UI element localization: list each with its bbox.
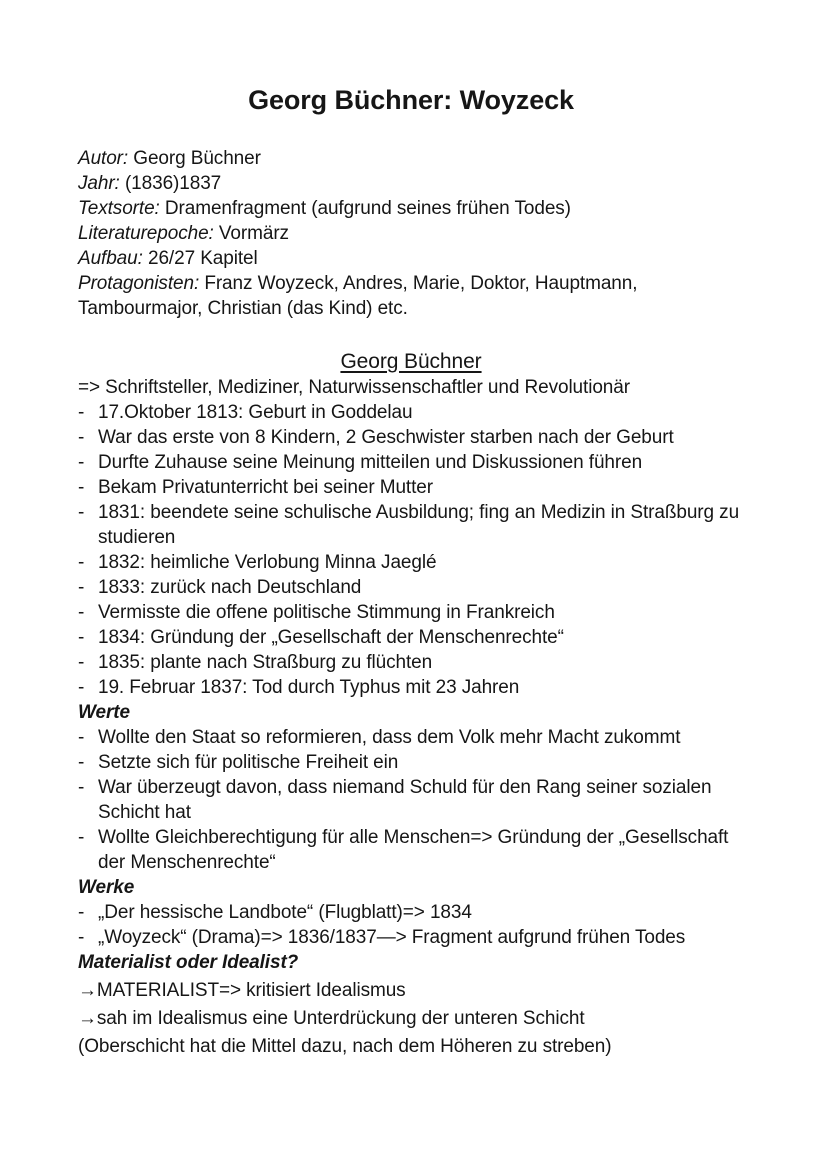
list-item — [78, 900, 744, 925]
list-item-text: „Woyzeck“ (Drama)=> 1836/1837—> Fragment aufgrund frühen Todes — [98, 927, 686, 948]
meta-line — [78, 171, 744, 196]
bullet-dash: - — [78, 777, 85, 798]
meta-value: Georg Büchner — [133, 148, 261, 169]
meta-value: Franz Woyzeck, Andres, Marie, Doktor, Hauptmann, Tambourmajor, Christian (das Kind) etc. — [78, 273, 638, 319]
bullet-dash: - — [78, 677, 85, 698]
meta-value: Dramenfragment (aufgrund seines frühen Todes) — [164, 198, 571, 219]
meta-label: Jahr: — [78, 173, 120, 194]
section-intro: => Schriftsteller, Mediziner, Naturwissenschaftler und Revolutionär — [78, 377, 630, 398]
list-item — [78, 450, 744, 475]
list-item-text: 17.Oktober 1813: Geburt in Goddelau — [98, 402, 413, 423]
meta-label: Protagonisten: — [78, 273, 200, 294]
meta-line — [78, 146, 744, 171]
list-item — [78, 600, 744, 625]
werte-bullet-list — [78, 725, 744, 875]
bullet-dash: - — [78, 477, 85, 498]
bullet-dash: - — [78, 577, 85, 598]
list-item-text: 1831: beendete seine schulische Ausbildung; fing an Medizin in Straßburg zu studieren — [98, 502, 740, 548]
meta-value: Vormärz — [218, 223, 289, 244]
list-item — [78, 500, 744, 550]
bullet-dash: - — [78, 452, 85, 473]
list-item-text: 1835: plante nach Straßburg zu flüchten — [98, 652, 433, 673]
materialist-heading: Materialist oder Idealist? — [78, 952, 299, 973]
meta-label: Textsorte: — [78, 198, 160, 219]
werke-heading: Werke — [78, 877, 135, 898]
list-item-text: Wollte den Staat so reformieren, dass dem Volk mehr Macht zukommt — [98, 727, 681, 748]
list-item — [78, 750, 744, 775]
meta-label: Aufbau: — [78, 248, 143, 269]
meta-value: 26/27 Kapitel — [148, 248, 258, 269]
list-item — [78, 775, 744, 825]
arrow-line: →MATERIALIST=> kritisiert Idealismus — [78, 980, 406, 1001]
meta-line — [78, 246, 744, 271]
bullet-dash: - — [78, 402, 85, 423]
bullet-dash: - — [78, 652, 85, 673]
werte-heading: Werte — [78, 702, 130, 723]
list-item — [78, 675, 744, 700]
list-item — [78, 625, 744, 650]
list-item-text: 1833: zurück nach Deutschland — [98, 577, 362, 598]
bullet-dash: - — [78, 827, 85, 848]
closing-line: (Oberschicht hat die Mittel dazu, nach dem Höheren zu streben) — [78, 1036, 612, 1057]
werke-bullet-list — [78, 900, 744, 950]
meta-value: (1836)1837 — [124, 173, 222, 194]
bullet-dash: - — [78, 627, 85, 648]
meta-line — [78, 271, 744, 321]
list-item — [78, 725, 744, 750]
meta-label: Literaturepoche: — [78, 223, 214, 244]
list-item-text: 19. Februar 1837: Tod durch Typhus mit 23 Jahren — [98, 677, 520, 698]
bullet-dash: - — [78, 602, 85, 623]
list-item-text: War überzeugt davon, dass niemand Schuld für den Rang seiner sozialen Schicht hat — [98, 777, 712, 823]
page-title: Georg Büchner: Woyzeck — [248, 85, 574, 115]
list-item — [78, 475, 744, 500]
bullet-dash: - — [78, 752, 85, 773]
list-item-text: War das erste von 8 Kindern, 2 Geschwister starben nach der Geburt — [98, 427, 674, 448]
bullet-dash: - — [78, 552, 85, 573]
arrow-line-list — [78, 978, 744, 1031]
list-item — [78, 925, 744, 950]
list-item — [78, 650, 744, 675]
meta-line — [78, 196, 744, 221]
meta-label: Autor: — [78, 148, 129, 169]
bullet-dash: - — [78, 927, 85, 948]
list-item — [78, 575, 744, 600]
section-heading: Georg Büchner — [340, 350, 482, 373]
bullet-dash: - — [78, 502, 85, 523]
list-item-text: „Der hessische Landbote“ (Flugblatt)=> 1834 — [98, 902, 472, 923]
list-item-text: Wollte Gleichberechtigung für alle Menschen=> Gründung der „Gesellschaft der Menschenrechte“ — [98, 827, 729, 873]
bullet-dash: - — [78, 902, 85, 923]
list-item-text: Setzte sich für politische Freiheit ein — [98, 752, 399, 773]
list-item-text: 1832: heimliche Verlobung Minna Jaeglé — [98, 552, 437, 573]
list-item-text: 1834: Gründung der „Gesellschaft der Menschenrechte“ — [98, 627, 564, 648]
meta-line — [78, 221, 744, 246]
bio-bullet-list — [78, 400, 744, 700]
list-item-text: Durfte Zuhause seine Meinung mitteilen und Diskussionen führen — [98, 452, 643, 473]
bullet-dash: - — [78, 427, 85, 448]
list-item-text: Bekam Privatunterricht bei seiner Mutter — [98, 477, 433, 498]
list-item — [78, 425, 744, 450]
list-item — [78, 400, 744, 425]
meta-block — [78, 146, 744, 321]
list-item — [78, 550, 744, 575]
list-item — [78, 825, 744, 875]
arrow-line: →sah im Idealismus eine Unterdrückung der unteren Schicht — [78, 1008, 585, 1029]
list-item-text: Vermisste die offene politische Stimmung in Frankreich — [98, 602, 555, 623]
bullet-dash: - — [78, 727, 85, 748]
